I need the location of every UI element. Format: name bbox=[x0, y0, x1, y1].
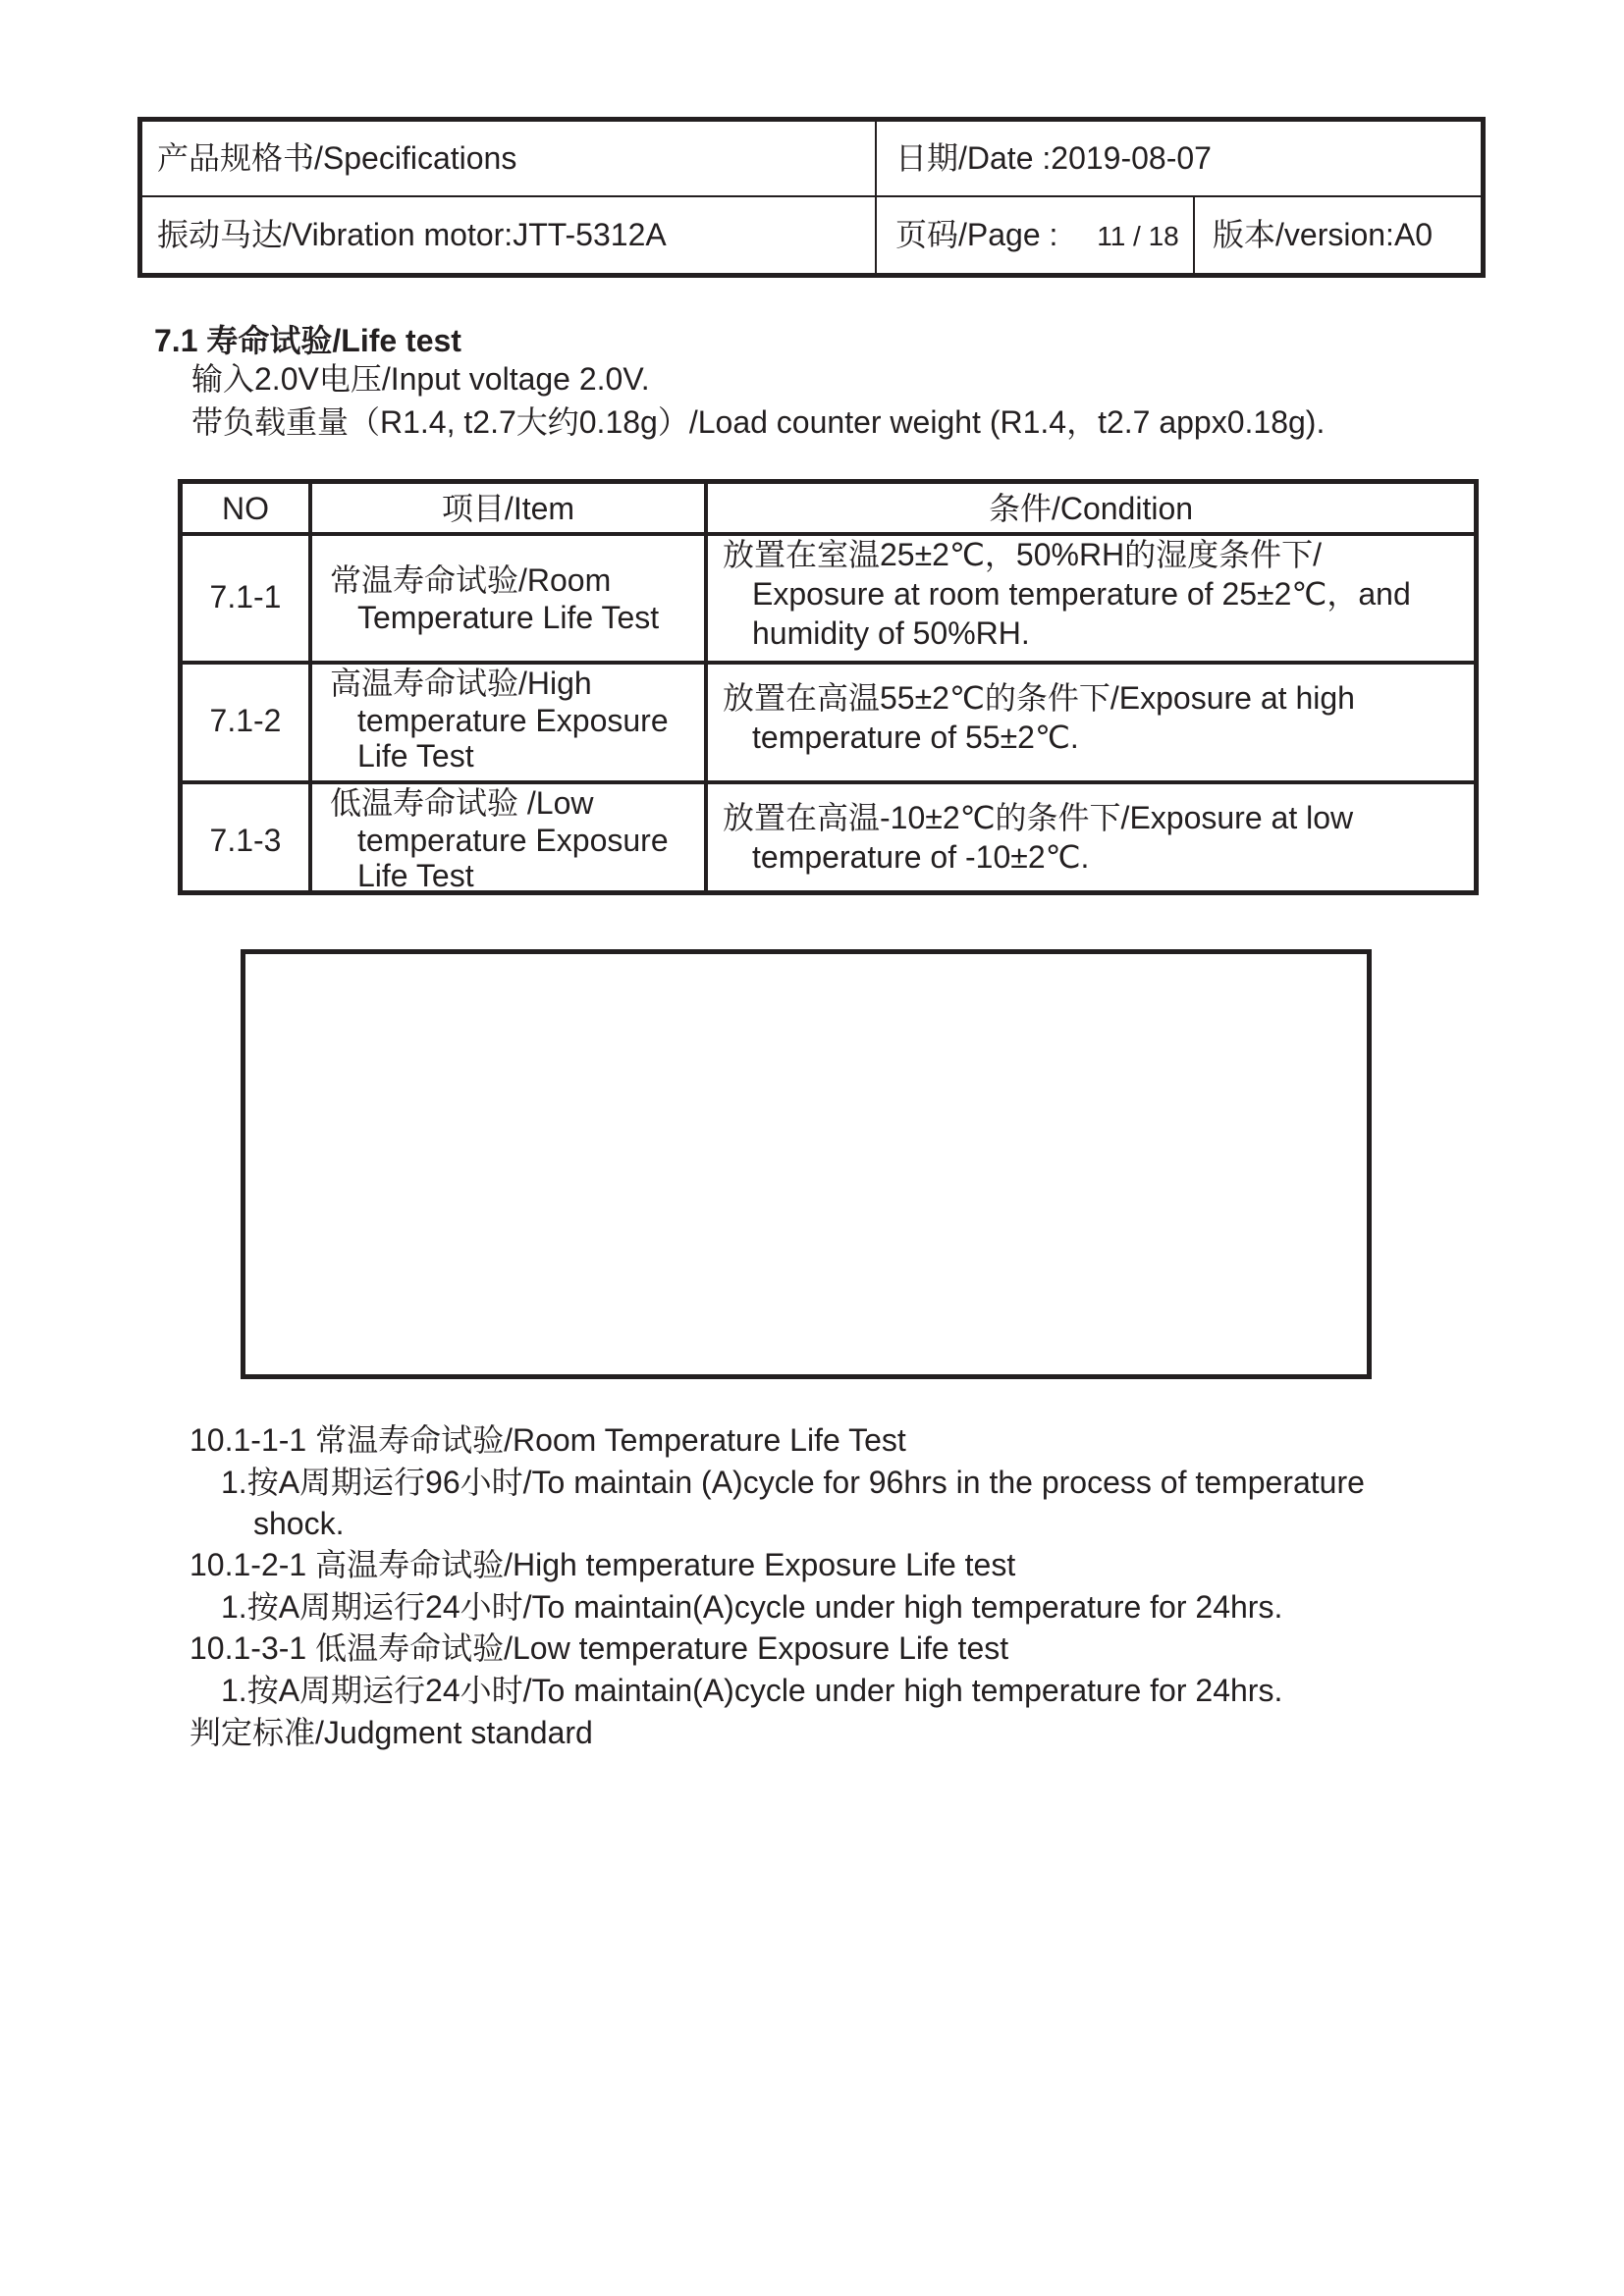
page-label bbox=[895, 217, 1179, 254]
intro-line: 输入2.0V电压/Input voltage 2.0V. bbox=[191, 361, 650, 397]
date-label: 日期/Date :2019-08-07 bbox=[895, 140, 1212, 176]
row-no: 7.1-1 bbox=[209, 579, 282, 614]
life-test-table bbox=[178, 479, 1479, 895]
table-divider-vertical bbox=[704, 484, 708, 890]
table-divider-vertical bbox=[308, 484, 312, 890]
row-item: temperature Exposure bbox=[357, 823, 669, 858]
header-divider-vertical bbox=[875, 122, 877, 273]
judgment-standard-heading: 判定标准/Judgment standard bbox=[189, 1715, 593, 1750]
figure-placeholder-box bbox=[241, 949, 1372, 1379]
table-header-condition: 条件/Condition bbox=[988, 491, 1194, 526]
table-header-no: NO bbox=[222, 491, 269, 526]
page-number: 11 / 18 bbox=[1097, 221, 1179, 251]
row-item: Temperature Life Test bbox=[357, 600, 660, 635]
spec-label: 产品规格书/Specifications bbox=[157, 140, 517, 176]
header-divider-horizontal bbox=[142, 195, 1481, 197]
procedure-heading: 10.1-1-1 常温寿命试验/Room Temperature Life Test bbox=[189, 1422, 906, 1458]
product-label: 振动马达/Vibration motor:JTT-5312A bbox=[157, 217, 667, 252]
row-condition: temperature of 55±2℃. bbox=[752, 720, 1079, 755]
procedure-heading: 10.1-2-1 高温寿命试验/High temperature Exposure Life test bbox=[189, 1547, 1016, 1582]
row-item: Life Test bbox=[357, 738, 474, 774]
row-item: temperature Exposure bbox=[357, 703, 669, 738]
document-header-table bbox=[137, 117, 1486, 278]
row-condition: humidity of 50%RH. bbox=[752, 615, 1030, 651]
section-heading: 7.1 寿命试验/Life test bbox=[154, 323, 461, 358]
row-item: 高温寿命试验/High bbox=[330, 666, 592, 701]
row-no: 7.1-2 bbox=[209, 703, 282, 738]
version-label: 版本/version:A0 bbox=[1213, 217, 1434, 252]
row-condition: Exposure at room temperature of 25±2℃，and bbox=[752, 576, 1411, 612]
procedure-step: 1.按A周期运行24小时/To maintain(A)cycle under high temperature for 24hrs. bbox=[221, 1673, 1283, 1708]
row-condition: 放置在室温25±2℃，50%RH的湿度条件下/ bbox=[723, 537, 1323, 572]
procedure-heading: 10.1-3-1 低温寿命试验/Low temperature Exposure Life test bbox=[189, 1630, 1009, 1666]
intro-line: 带负载重量（R1.4, t2.7大约0.18g）/Load counter weight (R1.4，t2.7 appx0.18g). bbox=[191, 404, 1326, 440]
procedure-step-continued: shock. bbox=[253, 1506, 345, 1541]
row-item: Life Test bbox=[357, 858, 474, 893]
page-prefix: 页码/Page : bbox=[895, 217, 1058, 252]
procedure-step: 1.按A周期运行96小时/To maintain (A)cycle for 96hrs in the process of temperature bbox=[221, 1465, 1365, 1500]
row-item: 低温寿命试验 /Low bbox=[330, 785, 594, 821]
table-header-item: 项目/Item bbox=[441, 491, 575, 526]
row-condition: 放置在高温55±2℃的条件下/Exposure at high bbox=[723, 680, 1355, 716]
row-no: 7.1-3 bbox=[209, 823, 282, 858]
header-divider-vertical bbox=[1193, 196, 1195, 273]
row-condition: temperature of -10±2℃. bbox=[752, 839, 1090, 875]
row-condition: 放置在高温-10±2℃的条件下/Exposure at low bbox=[723, 800, 1354, 835]
procedure-step: 1.按A周期运行24小时/To maintain(A)cycle under high temperature for 24hrs. bbox=[221, 1589, 1283, 1625]
row-item: 常温寿命试验/Room bbox=[330, 562, 612, 598]
